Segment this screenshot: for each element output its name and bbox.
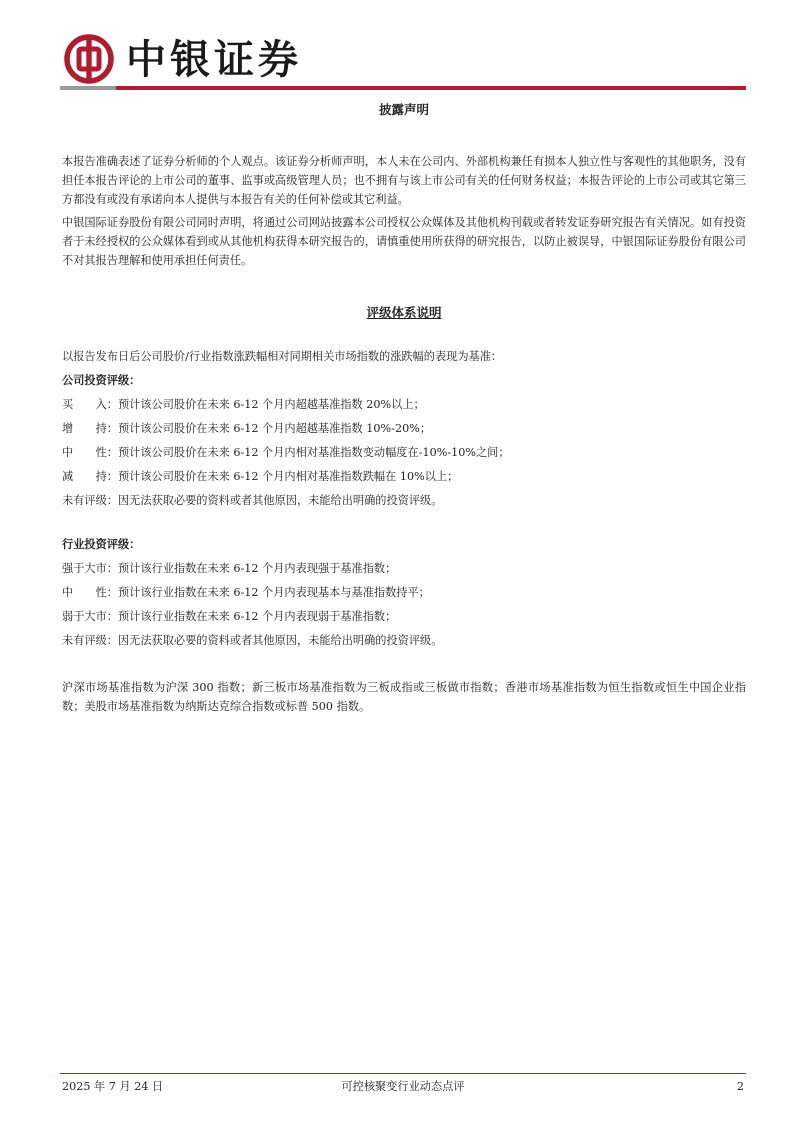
- footer-report-title: 可控核聚变行业动态点评: [341, 1080, 465, 1093]
- benchmark-note: 沪深市场基准指数为沪深 300 指数；新三板市场基准指数为三板成指或三板做市指数；香港市场基准指数为恒生指数或恒生中国企业指数；美股市场基准指数为纳斯达克综合指数或标普 500 指数。: [62, 681, 746, 713]
- page-footer: [62, 1078, 744, 1096]
- industry-rating-label: 行业投资评级：: [62, 537, 141, 551]
- header-rule-gray: [60, 86, 116, 90]
- industry-rating-unrated: 未有评级：因无法获取必要的资料或者其他原因，未能给出明确的投资评级。: [62, 634, 443, 647]
- company-rating-label: 公司投资评级：: [62, 373, 141, 387]
- disclosure-paragraph-1: 本报告准确表述了证券分析师的个人观点。该证券分析师声明，本人未在公司内、外部机构兼任有损本人独立性与客观性的其他职务，没有担任本报告评论的上市公司的董事、监事或高级管理人员；也不拥有与该上市公司有关的任何财务权益；本报告评论的上市公司或其它第三方都没有或没有承诺向本人提供与本报告有关的任何补偿或其它利益。: [62, 155, 746, 206]
- company-rating-neutral: 中 性：预计该公司股价在未来 6-12 个月内相对基准指数变动幅度在-10%-10%之间；: [62, 446, 510, 459]
- company-rating-overweight: 增 持：预计该公司股价在未来 6-12 个月内超越基准指数 10%-20%；: [62, 422, 432, 435]
- header-rule-red: [116, 86, 746, 90]
- industry-rating-neutral: 中 性：预计该行业指数在未来 6-12 个月内表现基本与基准指数持平；: [62, 586, 430, 599]
- rating-system-title: 评级体系说明: [366, 305, 442, 320]
- industry-rating-outperform: 强于大市：预计该行业指数在未来 6-12 个月内表现强于基准指数；: [62, 562, 397, 575]
- company-rating-buy: 买 入：预计该公司股价在未来 6-12 个月内超越基准指数 20%以上；: [62, 398, 425, 411]
- page-content: [62, 100, 746, 716]
- footer-rule: [60, 1073, 746, 1074]
- company-rating-underweight: 减 持：预计该公司股价在未来 6-12 个月内相对基准指数跌幅在 10%以上；: [62, 470, 459, 483]
- page-number: 2: [736, 1080, 744, 1093]
- page-header: [60, 30, 745, 90]
- company-rating-unrated: 未有评级：因无法获取必要的资料或者其他原因，未能给出明确的投资评级。: [62, 494, 443, 507]
- footer-date: 2025 年 7 月 24 日: [62, 1080, 164, 1093]
- industry-rating-underperform: 弱于大市：预计该行业指数在未来 6-12 个月内表现弱于基准指数；: [62, 610, 397, 623]
- disclosure-paragraph-2: 中银国际证券股份有限公司同时声明，将通过公司网站披露本公司授权公众媒体及其他机构刊载或者转发证券研究报告有关情况。如有投资者于未经授权的公众媒体看到或从其他机构获得本研究报告的，请慎重使用所获得的研究报告，以防止被误导，中银国际证券股份有限公司不对其报告理解和使用承担任何责任。: [62, 216, 746, 267]
- disclosure-title: 披露声明: [378, 102, 429, 117]
- boc-logo-icon: [64, 34, 114, 84]
- rating-basis: 以报告发布日后公司股价/行业指数涨跌幅相对同期相关市场指数的涨跌幅的表现为基准：: [62, 350, 503, 363]
- brand-name: 中银证券: [126, 37, 302, 83]
